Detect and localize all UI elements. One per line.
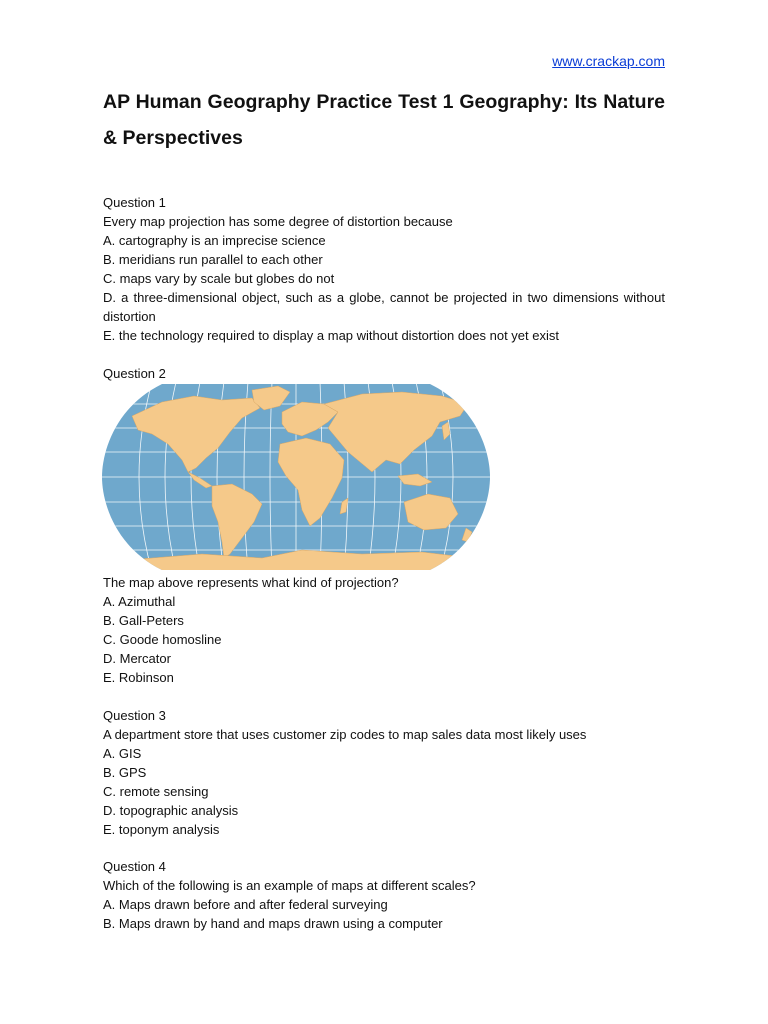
- question-prompt: A department store that uses customer zip codes to map sales data most likely uses: [103, 727, 587, 742]
- answer-option: A. GIS: [103, 746, 142, 761]
- robinson-projection-map: [102, 382, 490, 572]
- answer-option: B. GPS: [103, 765, 147, 780]
- answer-option: A. Maps drawn before and after federal surveying: [103, 897, 388, 912]
- answer-option: B. Gall-Peters: [103, 613, 184, 628]
- answer-option: C. Goode homosline: [103, 632, 222, 647]
- answer-option: A. Azimuthal: [103, 594, 176, 609]
- answer-option: D. Mercator: [103, 651, 171, 666]
- answer-option: B. Maps drawn by hand and maps drawn using a computer: [103, 916, 443, 931]
- answer-option: C. maps vary by scale but globes do not: [103, 271, 335, 286]
- answer-option: D. topographic analysis: [103, 803, 239, 818]
- question-1: [103, 193, 665, 345]
- answer-option: E. Robinson: [103, 670, 174, 685]
- answer-option: D. a three-dimensional object, such as a globe, cannot be projected in two dimensions without distortion: [103, 290, 665, 324]
- question-prompt: The map above represents what kind of projection?: [103, 575, 399, 590]
- question-3: [103, 706, 665, 839]
- world-map-image: [102, 382, 490, 572]
- answer-option: B. meridians run parallel to each other: [103, 252, 323, 267]
- question-label: Question 4: [103, 859, 166, 874]
- site-link[interactable]: www.crackap.com: [552, 53, 665, 69]
- answer-option: E. toponym analysis: [103, 822, 220, 837]
- question-label: Question 1: [103, 195, 166, 210]
- question-label: Question 2: [103, 366, 166, 381]
- answer-option: A. cartography is an imprecise science: [103, 233, 326, 248]
- question-4: [103, 857, 665, 933]
- question-2-label-wrap: [103, 364, 665, 383]
- question-label: Question 3: [103, 708, 166, 723]
- question-prompt: Which of the following is an example of maps at different scales?: [103, 878, 476, 893]
- page-title: AP Human Geography Practice Test 1 Geography: Its Nature & Perspectives: [103, 91, 665, 149]
- question-prompt: Every map projection has some degree of distortion because: [103, 214, 453, 229]
- answer-option: E. the technology required to display a map without distortion does not yet exist: [103, 328, 559, 343]
- question-2: [103, 573, 665, 687]
- answer-option: C. remote sensing: [103, 784, 209, 799]
